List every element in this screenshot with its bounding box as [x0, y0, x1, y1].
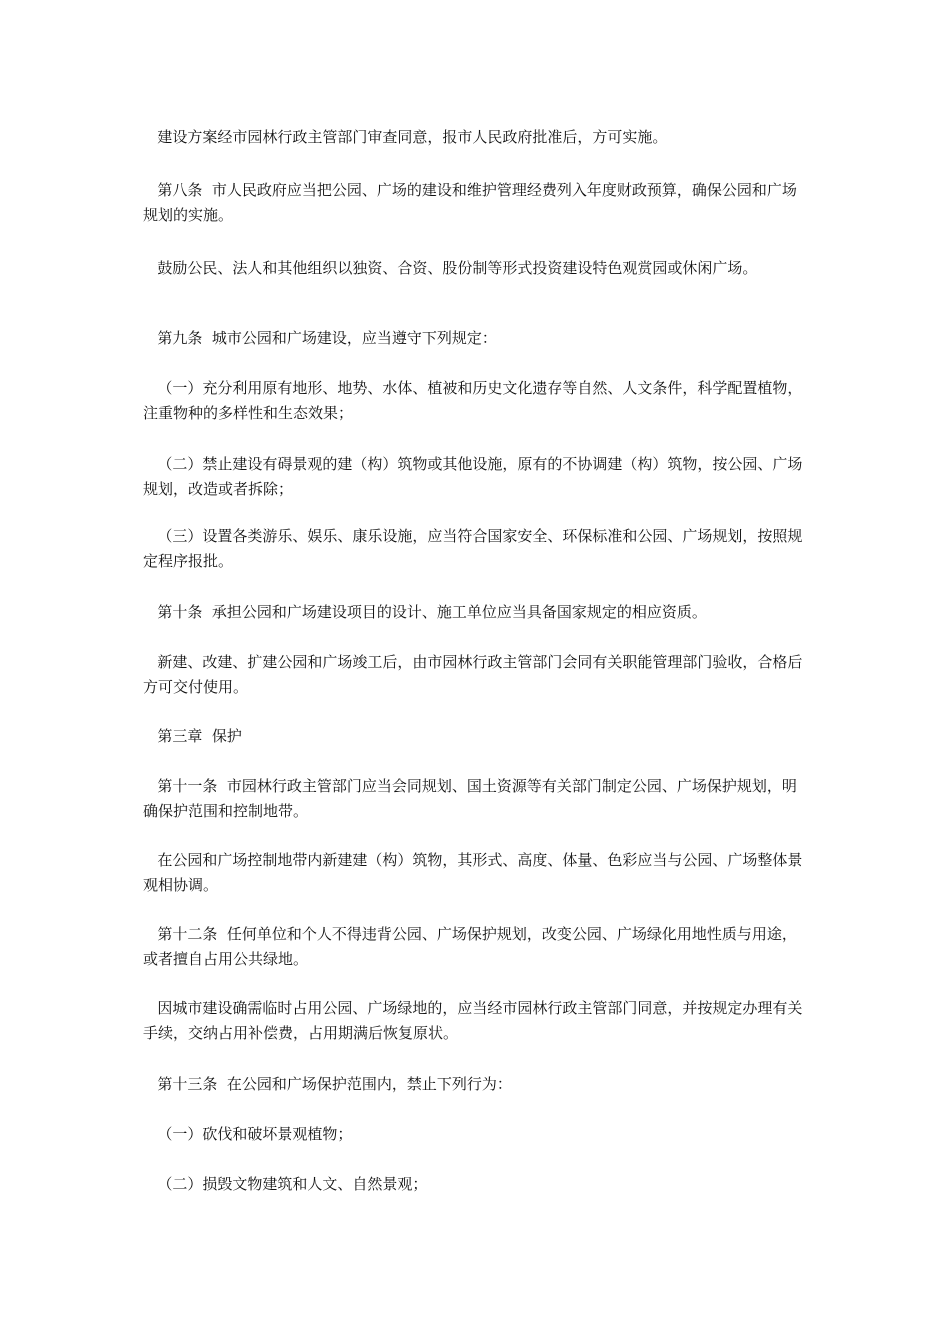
paragraph: 在公园和广场控制地带内新建建（构）筑物，其形式、高度、体量、色彩应当与公园、广场整体景观相协调。 [143, 851, 803, 894]
paragraph-article-13: 第十三条 在公园和广场保护范围内，禁止下列行为： [143, 1075, 512, 1093]
list-item: （二）禁止建设有碍景观的建（构）筑物或其他设施，原有的不协调建（构）筑物，按公园、广场规划，改造或者拆除； [143, 455, 803, 498]
paragraph-article-8: 第八条 市人民政府应当把公园、广场的建设和维护管理经费列入年度财政预算，确保公园和广场规划的实施。 [143, 181, 797, 224]
paragraph-article-12: 第十二条 任何单位和个人不得违背公园、广场保护规划，改变公园、广场绿化用地性质与用途，或者擅自占用公共绿地。 [143, 925, 797, 968]
paragraph: 建设方案经市园林行政主管部门审查同意，报市人民政府批准后，方可实施。 [143, 128, 668, 146]
chapter-heading: 第三章 保护 [143, 727, 242, 745]
paragraph: 新建、改建、扩建公园和广场竣工后，由市园林行政主管部门会同有关职能管理部门验收，合格后方可交付使用。 [143, 653, 803, 696]
paragraph: 因城市建设确需临时占用公园、广场绿地的，应当经市园林行政主管部门同意，并按规定办理有关手续，交纳占用补偿费，占用期满后恢复原状。 [143, 999, 803, 1042]
list-item: （一）充分利用原有地形、地势、水体、植被和历史文化遗存等自然、人文条件，科学配置植物，注重物种的多样性和生态效果； [143, 379, 803, 422]
paragraph-article-10: 第十条 承担公园和广场建设项目的设计、施工单位应当具备国家规定的相应资质。 [143, 603, 707, 621]
paragraph: 鼓励公民、法人和其他组织以独资、合资、股份制等形式投资建设特色观赏园或休闲广场。 [143, 259, 758, 277]
paragraph-article-11: 第十一条 市园林行政主管部门应当会同规划、国土资源等有关部门制定公园、广场保护规划，明确保护范围和控制地带。 [143, 777, 797, 820]
list-item: （二）损毁文物建筑和人文、自然景观； [143, 1175, 428, 1193]
paragraph-article-9: 第九条 城市公园和广场建设，应当遵守下列规定： [143, 329, 497, 347]
list-item: （一）砍伐和破坏景观植物； [143, 1125, 353, 1143]
list-item: （三）设置各类游乐、娱乐、康乐设施，应当符合国家安全、环保标准和公园、广场规划，按照规定程序报批。 [143, 527, 803, 570]
